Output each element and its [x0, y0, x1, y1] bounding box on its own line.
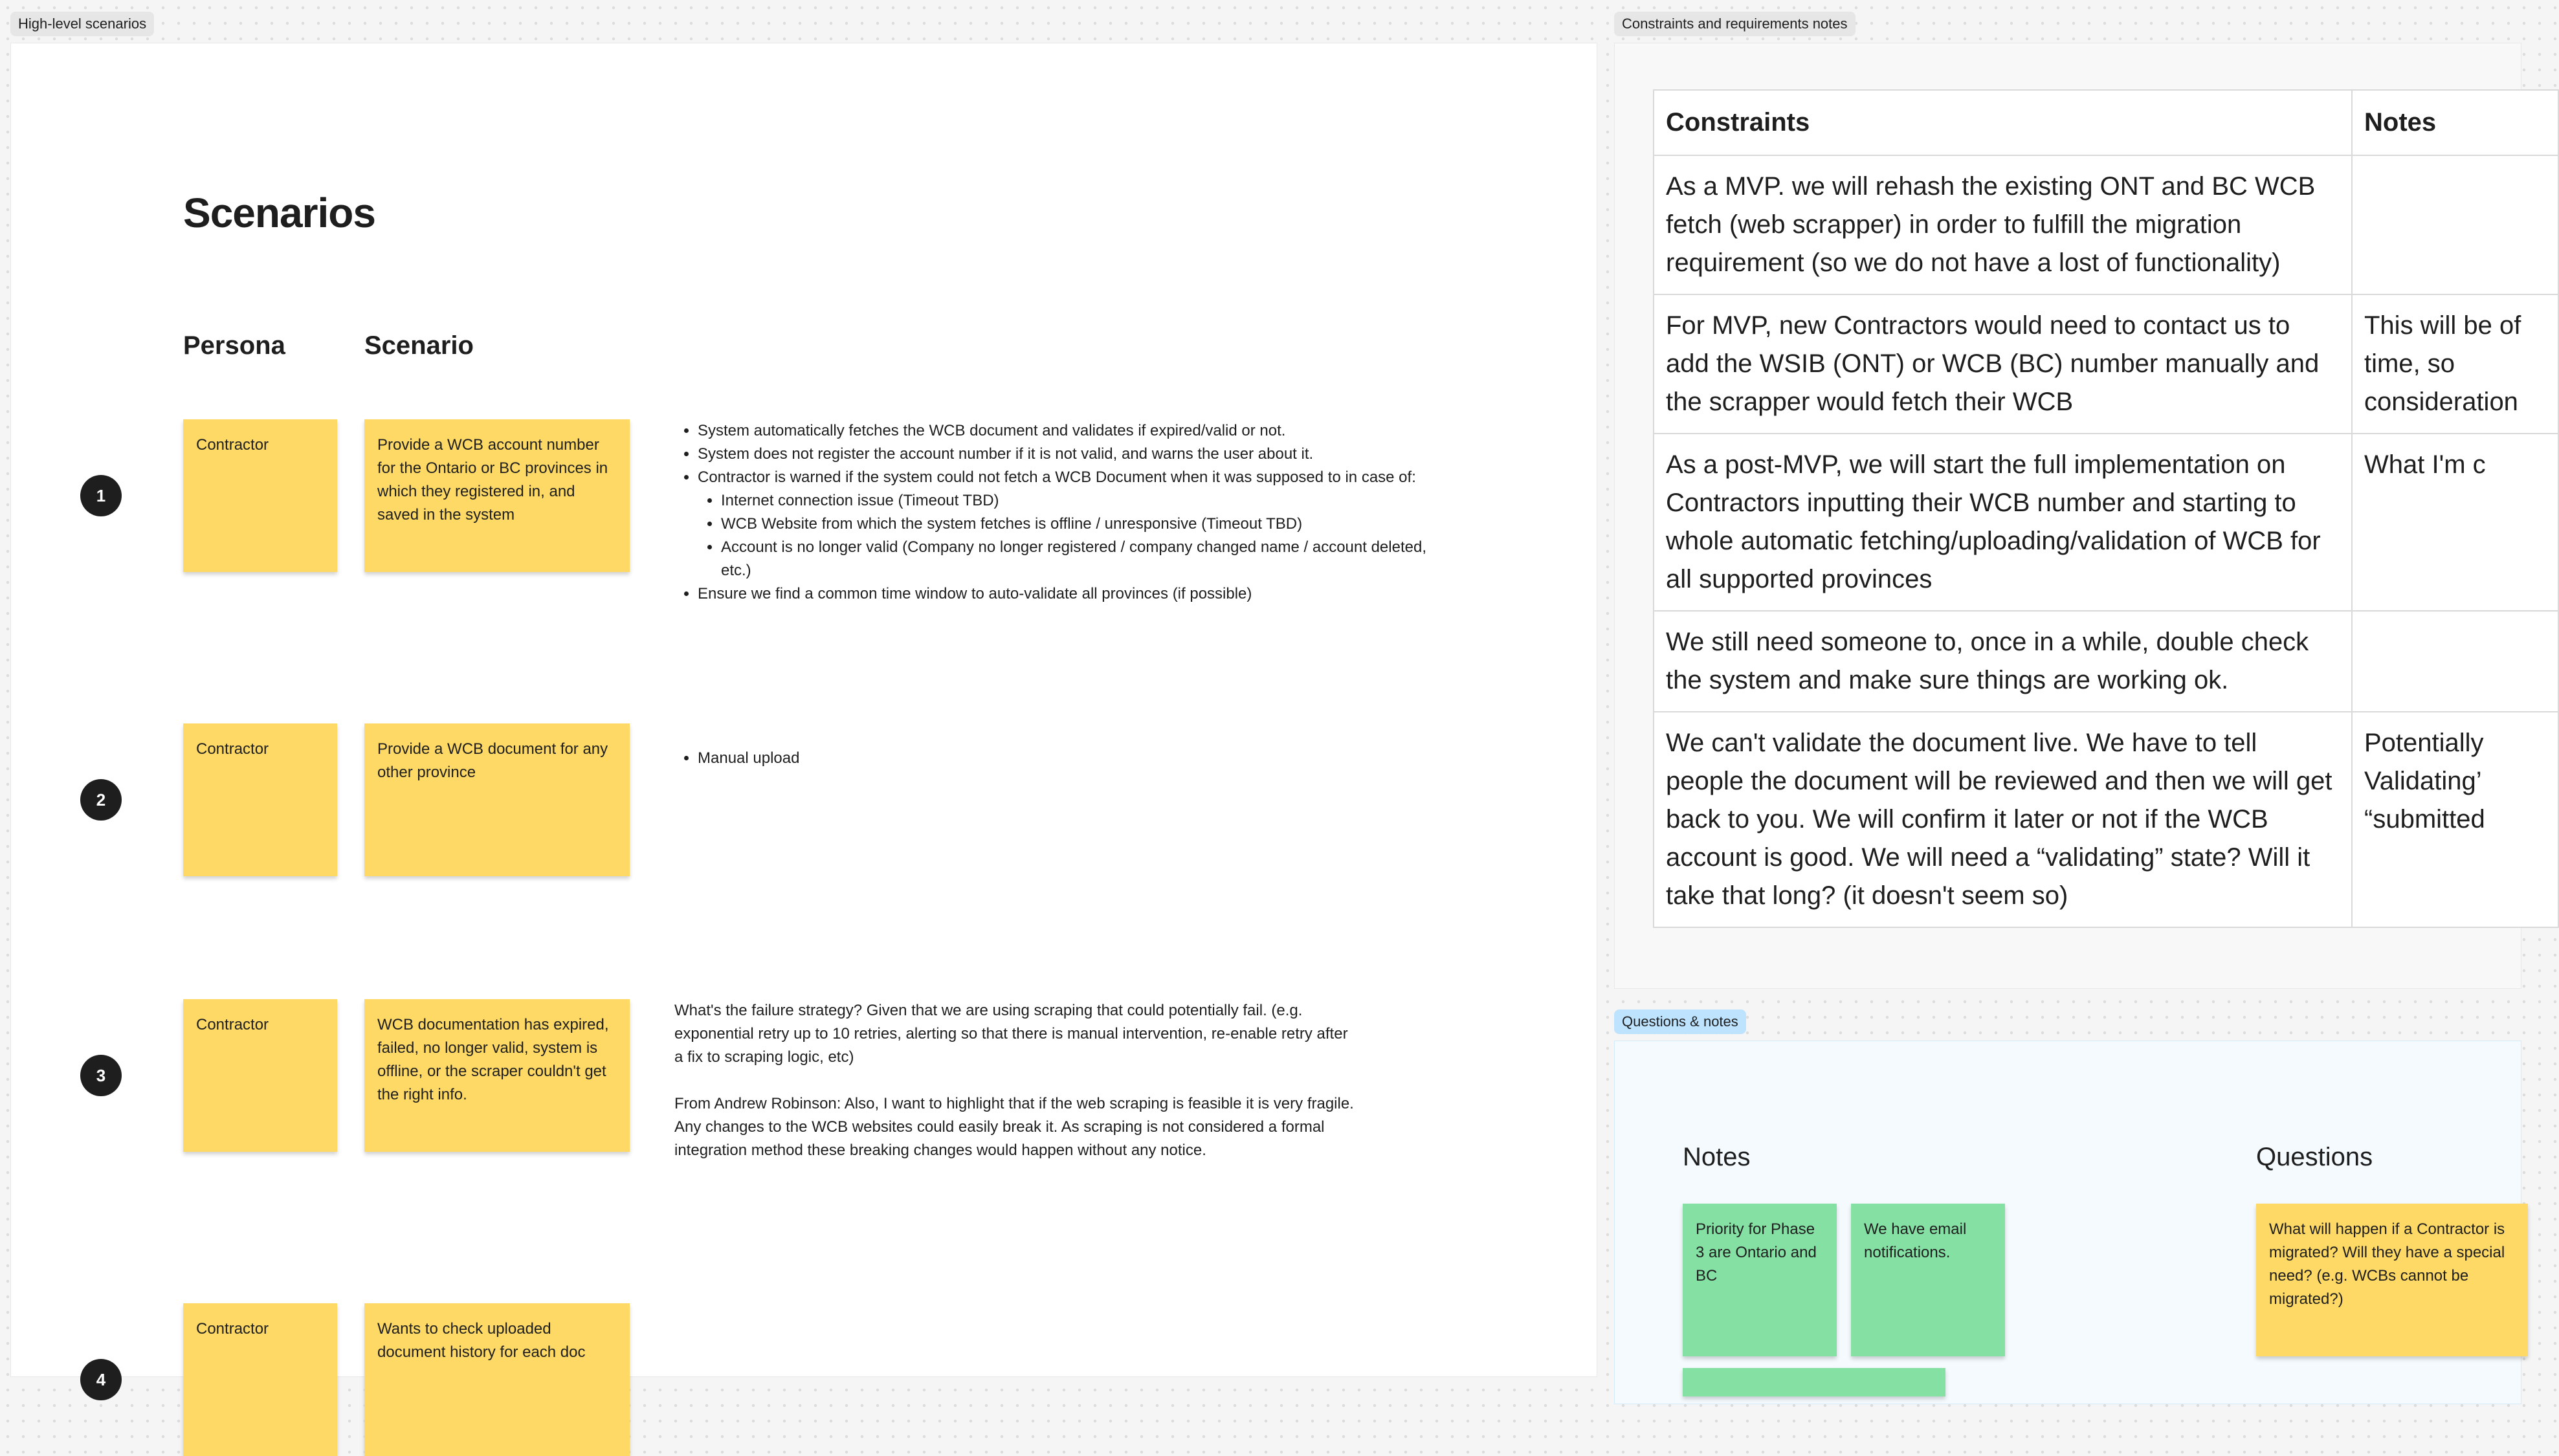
constraint-cell[interactable]: We still need someone to, once in a while, double check the system and make sure things are working ok. — [1654, 611, 2352, 712]
constraints-table — [1653, 89, 2559, 928]
constraint-note-cell[interactable] — [2352, 155, 2558, 294]
questions-header: Questions — [2256, 1143, 2373, 1171]
scenario-sticky[interactable]: Provide a WCB document for any other province — [364, 723, 630, 876]
notes-column-header: Notes — [2352, 90, 2558, 155]
list-item-text: Contractor is warned if the system could not fetch a WCB Document when it was supposed to in case of: — [698, 469, 1416, 486]
frame-label-constraints[interactable]: Constraints and requirements notes — [1614, 12, 1856, 36]
note-paragraph: What's the failure strategy? Given that we are using scraping that could potentially fail. (e.g. exponential retry up to 10 retries, alerting so that there is manual intervention, re-enable retry after a fix to scraping logic, etc) — [674, 1002, 1348, 1066]
scenario-notes-list — [674, 419, 1435, 606]
persona-header: Persona — [183, 331, 285, 360]
persona-sticky[interactable]: Contractor — [183, 999, 337, 1152]
note-sticky[interactable]: Priority for Phase 3 are Ontario and BC — [1683, 1204, 1837, 1356]
persona-sticky[interactable]: Contractor — [183, 419, 337, 572]
scenarios-title: Scenarios — [183, 190, 375, 236]
list-item — [698, 466, 1435, 582]
constraint-cell[interactable]: As a MVP. we will rehash the existing ONT and BC WCB fetch (web scrapper) in order to fulfill the migration requirement (so we do not have a lost of functionality) — [1654, 155, 2352, 294]
table-row — [1654, 434, 2558, 611]
frame-label-high-level-scenarios[interactable]: High-level scenarios — [10, 12, 154, 36]
note-sticky[interactable] — [1683, 1368, 1945, 1396]
table-row — [1654, 294, 2558, 434]
sub-list — [698, 489, 1435, 582]
list-item: • System automatically fetches the WCB document and validates if expired/valid or not. — [698, 419, 1435, 443]
list-item: • System does not register the account number if it is not valid, and warns the user about it. — [698, 443, 1435, 466]
constraint-cell[interactable]: For MVP, new Contractors would need to contact us to add the WSIB (ONT) or WCB (BC) number manually and the scrapper would fetch their WCB — [1654, 294, 2352, 434]
list-item: • Internet connection issue (Timeout TBD) — [721, 489, 1435, 513]
constraint-cell[interactable]: We can't validate the document live. We have to tell people the document will be reviewed and then we will get back to you. We will confirm it later or not if the WCB account is good. We will need a “validating” state? Will it take that long? (it doesn't seem so) — [1654, 712, 2352, 927]
scenario-sticky[interactable]: Wants to check uploaded document history for each doc — [364, 1303, 630, 1456]
notes-header: Notes — [1683, 1143, 1751, 1171]
list-item: • Ensure we find a common time window to auto-validate all provinces (if possible) — [698, 582, 1435, 606]
persona-sticky[interactable]: Contractor — [183, 1303, 337, 1456]
table-row — [1654, 611, 2558, 712]
scenario-notes-list — [674, 747, 1435, 770]
scenario-number-badge: 1 — [80, 475, 122, 516]
constraint-note-cell[interactable]: Potentially Validating’ “submitted — [2352, 712, 2558, 927]
scenario-sticky[interactable]: WCB documentation has expired, failed, no longer valid, system is offline, or the scraper couldn't get the right info. — [364, 999, 630, 1152]
constraints-column-header: Constraints — [1654, 90, 2352, 155]
question-sticky[interactable]: What will happen if a Contractor is migrated? Will they have a special need? (e.g. WCBs cannot be migrated?) — [2256, 1204, 2528, 1356]
scenario-number-badge: 2 — [80, 779, 122, 821]
persona-sticky[interactable]: Contractor — [183, 723, 337, 876]
table-header-row — [1654, 90, 2558, 155]
failure-strategy-notes — [674, 999, 1360, 1186]
frame-label-questions-notes[interactable]: Questions & notes — [1614, 1009, 1746, 1034]
constraint-note-cell[interactable] — [2352, 611, 2558, 712]
constraint-note-cell[interactable]: What I'm c — [2352, 434, 2558, 611]
table-row — [1654, 155, 2558, 294]
constraint-cell[interactable]: As a post-MVP, we will start the full implementation on Contractors inputting their WCB number and starting to whole automatic fetching/uploading/validation of WCB for all supported provinces — [1654, 434, 2352, 611]
table-row — [1654, 712, 2558, 927]
scenario-sticky[interactable]: Provide a WCB account number for the Ontario or BC provinces in which they registered in, and saved in the system — [364, 419, 630, 572]
list-item: • Account is no longer valid (Company no longer registered / company changed name / account deleted, etc.) — [721, 536, 1435, 582]
note-paragraph: From Andrew Robinson: Also, I want to highlight that if the web scraping is feasible it is very fragile. Any changes to the WCB websites could easily break it. As scraping is not considered a formal integration method these breaking changes would happen without any notice. — [674, 1095, 1354, 1159]
scenario-header: Scenario — [364, 331, 474, 360]
scenario-number-badge: 4 — [80, 1359, 122, 1400]
list-item: • Manual upload — [698, 747, 1435, 770]
list-item: • WCB Website from which the system fetches is offline / unresponsive (Timeout TBD) — [721, 513, 1435, 536]
note-sticky[interactable]: We have email notifications. — [1851, 1204, 2005, 1356]
scenario-number-badge: 3 — [80, 1055, 122, 1096]
constraint-note-cell[interactable]: This will be of time, so consideration — [2352, 294, 2558, 434]
